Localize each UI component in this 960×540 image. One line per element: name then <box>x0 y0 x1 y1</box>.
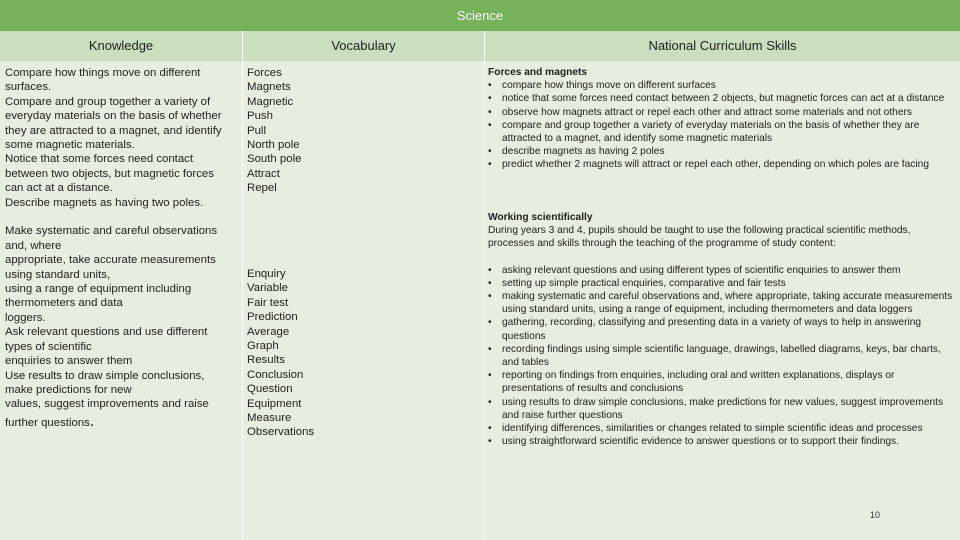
knowledge-block-1 <box>5 66 241 210</box>
knowledge-line: make predictions for new <box>5 383 132 396</box>
knowledge-line: and, where <box>5 239 62 252</box>
ws-item: • recording findings using simple scientific language, drawings, labelled diagrams, keys, bar charts, and tables <box>488 343 956 369</box>
knowledge-line: using a range of equipment including <box>5 283 192 296</box>
vocabulary-word: South pole <box>247 153 302 166</box>
column-divider <box>484 31 485 540</box>
knowledge-block-2 <box>5 224 241 411</box>
knowledge-line: values, suggest improvements and raise <box>5 398 209 411</box>
ws-item: • gathering, recording, classifying and presenting data in a variety of ways to help in answering questions <box>488 316 956 342</box>
knowledge-line: thermometers and data <box>5 297 123 310</box>
knowledge-line: Describe magnets as having two poles. <box>5 196 204 209</box>
vocabulary-word: Observations <box>247 426 315 439</box>
knowledge-line: Ask relevant questions and use different <box>5 326 208 339</box>
vocabulary-cell-2 <box>247 267 477 440</box>
forces-item: • observe how magnets attract or repel each other and attract some materials and not others <box>488 106 956 119</box>
knowledge-cell <box>5 66 241 430</box>
forces-item: • predict whether 2 magnets will attract or repel each other, depending on which poles are facing <box>488 158 956 171</box>
knowledge-line: Compare how things move on different <box>5 67 201 79</box>
knowledge-line: types of scientific <box>5 340 92 353</box>
vocabulary-word: Question <box>247 383 293 396</box>
vocabulary-word: Magnetic <box>247 95 294 108</box>
knowledge-line: enquiries to answer them <box>5 355 133 368</box>
vocabulary-word: North pole <box>247 139 300 152</box>
knowledge-last-text: further questions <box>5 416 90 429</box>
knowledge-line: everyday materials on the basis of whether <box>5 110 222 123</box>
knowledge-line: Use results to draw simple conclusions, <box>5 369 205 382</box>
vocabulary-cell <box>247 66 477 196</box>
knowledge-line: loggers. <box>5 311 46 324</box>
ws-item: • asking relevant questions and using different types of scientific enquiries to answer them <box>488 264 956 277</box>
knowledge-line: between two objects, but magnetic forces <box>5 167 214 180</box>
knowledge-line: appropriate, take accurate measurements <box>5 254 216 267</box>
knowledge-line: can act at a distance. <box>5 182 113 195</box>
knowledge-line: they are attracted to a magnet, and identify <box>5 124 222 137</box>
forces-list <box>488 79 956 171</box>
knowledge-last-punct: . <box>89 412 95 430</box>
header-vocabulary: Vocabulary <box>331 38 396 53</box>
skills-forces <box>488 66 956 172</box>
skills-working <box>488 211 956 448</box>
forces-item: • describe magnets as having 2 poles <box>488 145 956 158</box>
ws-item: • reporting on findings from enquiries, including oral and written explanations, displays or presentations of results and conclusions <box>488 369 956 395</box>
forces-item: • compare how things move on different surfaces <box>488 79 956 92</box>
knowledge-line: Notice that some forces need contact <box>5 153 194 166</box>
table-header-row <box>0 31 960 61</box>
knowledge-line: some magnetic materials. <box>5 139 135 152</box>
vocabulary-word: Conclusion <box>247 368 304 381</box>
forces-item: • notice that some forces need contact between 2 objects, but magnetic forces can act at a distance <box>488 92 956 105</box>
knowledge-line: Make systematic and careful observations <box>5 225 218 238</box>
vocabulary-word: Fair test <box>247 296 289 309</box>
column-divider <box>242 31 243 540</box>
vocabulary-word: Measure <box>247 412 292 425</box>
vocabulary-word: Equipment <box>247 397 302 410</box>
vocabulary-word: Results <box>247 354 285 367</box>
ws-item: • identifying differences, similarities or changes related to simple scientific ideas and processes <box>488 422 956 435</box>
ws-item: • using straightforward scientific evidence to answer questions or to support their findings. <box>488 435 956 448</box>
forces-item: • compare and group together a variety of everyday materials on the basis of whether they are attracted to a magnet, and identify some magnetic materials <box>488 119 956 145</box>
ws-item: • setting up simple practical enquiries, comparative and fair tests <box>488 277 956 290</box>
vocabulary-word: Forces <box>247 67 282 79</box>
ws-list <box>488 264 956 449</box>
header-skills: National Curriculum Skills <box>648 38 797 53</box>
vocabulary-block-2 <box>247 267 477 440</box>
vocabulary-word: Prediction <box>247 311 298 324</box>
knowledge-line: using standard units, <box>5 268 111 281</box>
vocabulary-word: Repel <box>247 182 277 195</box>
vocabulary-word: Pull <box>247 124 266 137</box>
knowledge-line: surfaces. <box>5 81 52 94</box>
forces-heading: Forces and magnets <box>488 67 588 78</box>
vocabulary-word: Graph <box>247 340 279 353</box>
knowledge-line: Compare and group together a variety of <box>5 95 211 108</box>
vocabulary-word: Average <box>247 325 290 338</box>
header-knowledge: Knowledge <box>88 38 154 53</box>
ws-heading: Working scientifically <box>488 212 593 223</box>
vocabulary-word: Push <box>247 110 273 123</box>
page-number: 10 <box>870 510 881 520</box>
vocabulary-word: Attract <box>247 167 280 180</box>
page-title: Science <box>0 0 960 31</box>
vocabulary-word: Magnets <box>247 81 291 94</box>
ws-intro: During years 3 and 4, pupils should be taught to use the following practical scientific methods, processes and skills through the teaching of the programme of study content: <box>488 225 911 250</box>
ws-item: • making systematic and careful observations and, where appropriate, taking accurate measurements using standard units, using a range of equipment, including thermometers and data loggers <box>488 290 956 316</box>
vocabulary-word: Enquiry <box>247 268 286 280</box>
knowledge-last-line <box>5 412 241 430</box>
vocabulary-block-1 <box>247 66 477 196</box>
vocabulary-word: Variable <box>247 282 288 295</box>
ws-item: • using results to draw simple conclusions, make predictions for new values, suggest improvements and raise further questions <box>488 396 956 422</box>
